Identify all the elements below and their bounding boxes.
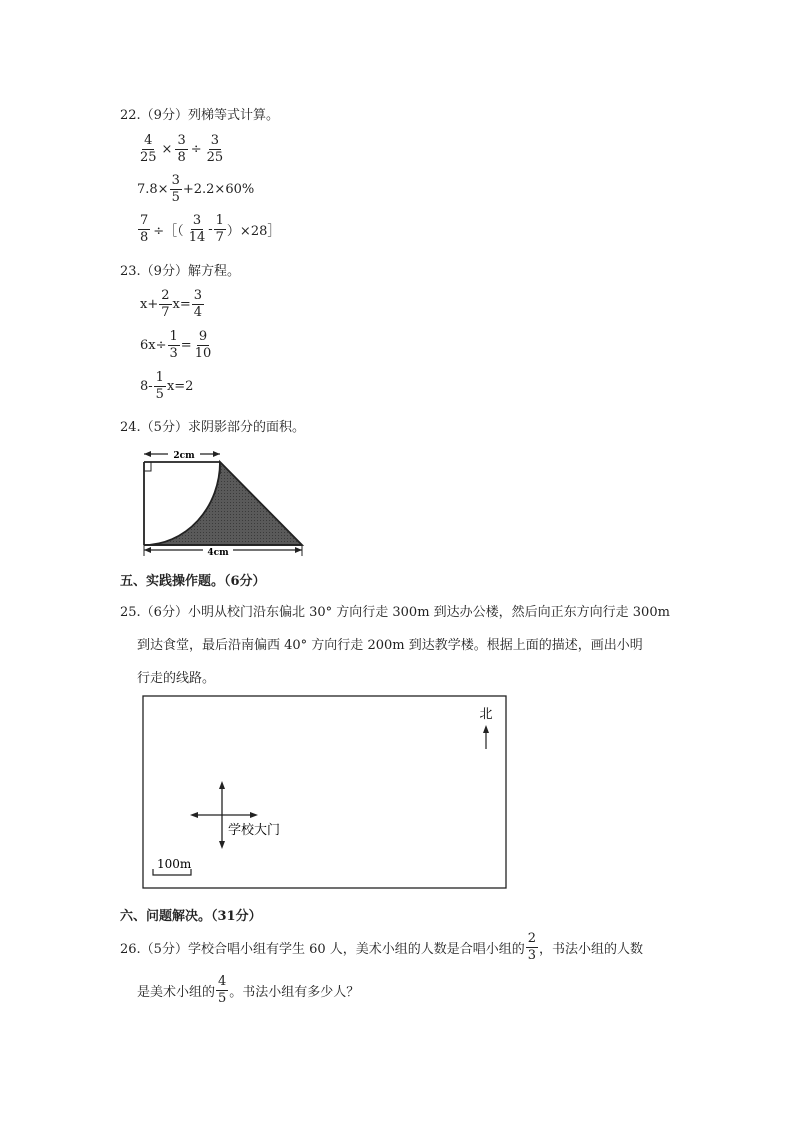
fraction: $\frac{3}{5}$ (171, 173, 180, 205)
school-gate-label: 学校大门 (228, 823, 281, 838)
section-5-title: 五、实践操作题。（6分） (120, 574, 266, 589)
arrow-left-icon (144, 547, 151, 553)
scale-label: 100m (157, 857, 192, 871)
arrow-right-icon (295, 547, 302, 553)
fraction: $\frac{2}{3}$ (527, 930, 537, 963)
fraction: $\frac{3}{8}$ (177, 133, 186, 165)
arrow-left-icon (144, 451, 151, 457)
fraction: $\frac{3}{4}$ (193, 288, 203, 320)
fraction: $\frac{4}{25}$ (140, 133, 157, 165)
route-drawing-box[interactable] (142, 695, 507, 889)
bottom-length-label: 4cm (207, 548, 229, 558)
fraction: $\frac{3}{14}$ (188, 213, 206, 245)
q22-expression-3: $\frac{7}{8}$ ÷［（ $\frac{3}{14}$ - $\frac{1}{7}$ ）×28］ (140, 213, 281, 245)
shaded-region (144, 462, 302, 545)
arrow-right-icon (213, 451, 220, 457)
right-angle-mark (144, 462, 151, 471)
fraction: $\frac{1}{5}$ (155, 370, 164, 402)
q26-line-1: 26.（5分）学校合唱小组有学生 60 人，美术小组的人数是合唱小组的 $\frac{2}{3}$ ，书法小组的人数 (120, 930, 644, 963)
q23-equation-2: 6x÷ $\frac{1}{3}$ = $\frac{9}{10}$ (140, 329, 212, 361)
q25-line-2: 到达食堂，最后沿南偏西 40° 方向行走 200m 到达教学楼。根据上面的描述，画出小明 (137, 638, 643, 653)
shaded-area-figure (136, 444, 312, 558)
q23-equation-3: 8- $\frac{1}{5}$ x=2 (140, 370, 194, 402)
q22-expression-2: 7.8× $\frac{3}{5}$ +2.2×60% (137, 173, 255, 205)
q26-line-2: 是美术小组的 $\frac{4}{5}$ 。书法小组有多少人？ (137, 973, 360, 1006)
fraction: $\frac{1}{3}$ (169, 329, 178, 361)
fraction: $\frac{4}{5}$ (218, 973, 227, 1006)
q22-title: 22.（9分）列梯等式计算。 (120, 108, 279, 123)
q25-line-3: 行走的线路。 (137, 671, 216, 686)
q25-line-1: 25.（6分）小明从校门沿东偏北 30° 方向行走 300m 到达办公楼，然后向正东方向行走 300m (120, 605, 670, 620)
fraction: $\frac{7}{8}$ (140, 213, 149, 245)
q24-title: 24.（5分）求阴影部分的面积。 (120, 420, 305, 435)
drawing-frame (143, 696, 506, 888)
q23-equation-1: x+ $\frac{2}{7}$ x= $\frac{3}{4}$ (140, 288, 203, 320)
section-6-title: 六、问题解决。（31分） (120, 909, 262, 924)
top-length-label: 2cm (173, 451, 195, 461)
fraction: $\frac{9}{10}$ (194, 329, 212, 361)
fraction: $\frac{3}{25}$ (206, 133, 224, 165)
fraction: $\frac{2}{7}$ (161, 288, 170, 320)
q22-expression-1: $\frac{4}{25}$ × $\frac{3}{8}$ ÷ $\frac{3}{25}$ (140, 133, 224, 165)
fraction: $\frac{1}{7}$ (215, 213, 224, 245)
north-label: 北 (479, 707, 493, 722)
q23-title: 23.（9分）解方程。 (120, 264, 240, 279)
